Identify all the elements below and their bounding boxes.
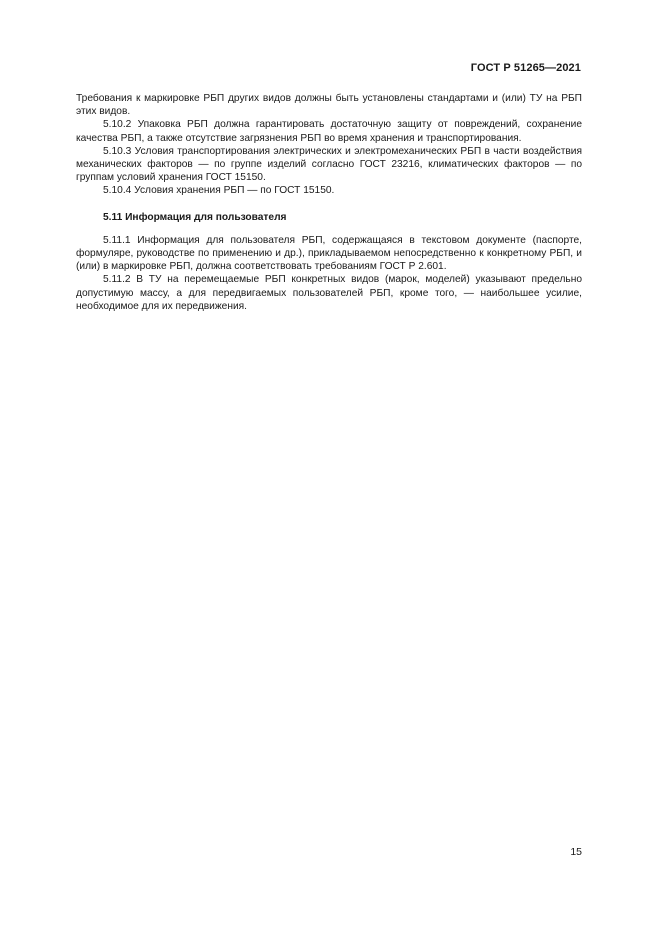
section-heading-5-11: 5.11 Информация для пользователя	[103, 211, 287, 223]
paragraph-5-10-3: 5.10.3 Условия транспортирования электрических и электромеханических РБП в части воздействия механических факторов — по группе изделий согласно ГОСТ 23216, климатических факторов — по группам условий хранения ГОСТ 15150.	[76, 145, 582, 184]
paragraph-5-10-4: 5.10.4 Условия хранения РБП — по ГОСТ 15150.	[103, 185, 335, 197]
paragraph-5-11-2: 5.11.2 В ТУ на перемещаемые РБП конкретных видов (марок, моделей) указывают предельно допустимую массу, а для передвигаемых пользователей РБП, кроме того, — наибольшее усилие, необходимое для их передвижения.	[76, 274, 582, 312]
paragraph-5-10-2: 5.10.2 Упаковка РБП должна гарантировать достаточную защиту от повреждений, сохранение качества РБП, а также отсутствие загрязнения РБП во время хранения и транспортирования.	[76, 119, 582, 144]
page-body	[76, 92, 582, 313]
document-code: ГОСТ Р 51265—2021	[470, 62, 581, 74]
paragraph-marking-requirements: Требования к маркировке РБП других видов должны быть установлены стандартами и (или) ТУ на РБП этих видов.	[76, 93, 582, 118]
page-number: 15	[570, 846, 582, 858]
paragraph-5-11-1: 5.11.1 Информация для пользователя РБП, содержащаяся в текстовом документе (паспорте, формуляре, руководстве по применению и др.), прикладываемом непосредственно к конкретному РБП, и (или) в маркировке РБП, должна соответствовать требованиям ГОСТ Р 2.601.	[76, 234, 582, 273]
